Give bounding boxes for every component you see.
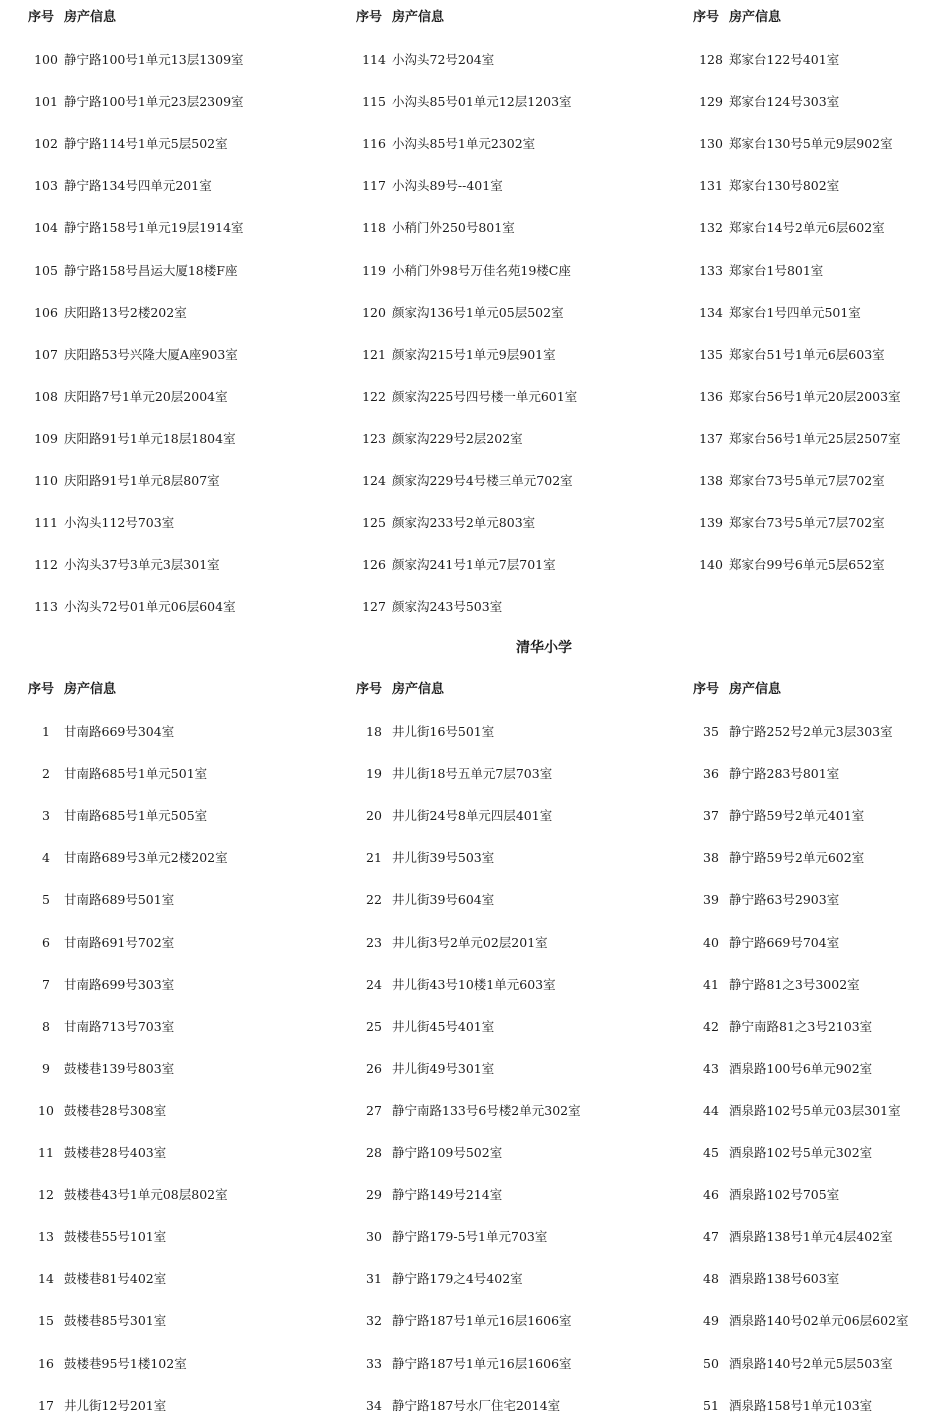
table-row <box>28 555 220 575</box>
row-number: 109 <box>34 430 58 446</box>
row-property-info: 井儿街39号604室 <box>392 892 495 908</box>
row-property-info: 小沟头112号703室 <box>64 515 175 531</box>
row-property-info: 鼓楼巷55号101室 <box>64 1229 167 1245</box>
table-row <box>693 1227 893 1247</box>
row-number: 26 <box>366 1060 382 1076</box>
row-property-info: 静宁路59号2单元401室 <box>729 808 865 824</box>
row-property-info: 郑家台56号1单元20层2003室 <box>729 388 901 404</box>
row-number: 6 <box>42 934 50 950</box>
table-row <box>356 92 572 112</box>
row-property-info: 静宁路252号2单元3层303室 <box>729 724 893 739</box>
table-row <box>693 303 861 323</box>
row-property-info: 酒泉路102号705室 <box>729 1187 840 1203</box>
row-property-info: 颜家沟229号4号楼三单元702室 <box>392 473 573 488</box>
row-number: 45 <box>703 1145 719 1160</box>
table-row <box>28 387 228 407</box>
row-property-info: 庆阳路13号2楼202室 <box>64 304 187 320</box>
table-row <box>28 975 174 995</box>
row-number: 14 <box>38 1271 54 1287</box>
row-number: 31 <box>366 1271 382 1287</box>
row-number: 50 <box>703 1355 719 1371</box>
table-row <box>693 1101 901 1121</box>
row-number: 38 <box>703 850 719 866</box>
row-number: 138 <box>699 473 723 488</box>
row-property-info: 小稍门外250号801室 <box>392 220 515 236</box>
row-property-info: 井儿街39号503室 <box>392 850 495 866</box>
row-number: 40 <box>703 934 719 950</box>
row-property-info: 郑家台51号1单元6层603室 <box>729 346 885 362</box>
table-row <box>28 471 220 491</box>
row-number: 34 <box>366 1397 382 1413</box>
row-number: 36 <box>703 766 719 782</box>
row-property-info: 井儿街16号501室 <box>392 724 495 739</box>
row-number: 106 <box>34 304 58 320</box>
table-row <box>356 1101 581 1121</box>
header-info: 房产信息 <box>392 682 445 697</box>
table-row <box>356 933 548 953</box>
row-property-info: 甘南路689号501室 <box>64 892 175 908</box>
row-number: 49 <box>703 1313 719 1329</box>
table-row <box>28 303 187 323</box>
row-number: 139 <box>699 515 723 531</box>
row-number: 19 <box>366 766 382 782</box>
table-row <box>28 848 228 868</box>
row-number: 120 <box>362 304 386 320</box>
row-property-info: 郑家台14号2单元6层602室 <box>729 220 885 236</box>
row-property-info: 静宁路109号502室 <box>392 1145 503 1160</box>
table-row <box>356 1185 502 1205</box>
table-row <box>28 933 174 953</box>
header-no: 序号 <box>693 10 720 25</box>
row-property-info: 静宁路134号四单元201室 <box>64 178 212 194</box>
row-number: 100 <box>34 52 58 67</box>
row-number: 5 <box>42 892 50 908</box>
row-property-info: 静宁路158号昌运大厦18楼F座 <box>64 262 238 278</box>
row-property-info: 颜家沟241号1单元7层701室 <box>392 557 556 573</box>
row-property-info: 郑家台122号401室 <box>729 52 840 67</box>
row-property-info: 井儿街3号2单元02层201室 <box>392 934 548 950</box>
section-title: 清华小学 <box>516 640 572 656</box>
row-number: 136 <box>699 388 723 404</box>
table-row <box>356 513 535 533</box>
table-row <box>356 555 556 575</box>
table-row <box>356 429 523 449</box>
table-row <box>28 1269 166 1289</box>
table-row <box>693 261 823 281</box>
row-number: 10 <box>38 1102 54 1118</box>
row-number: 112 <box>34 557 58 573</box>
table-row <box>693 176 839 196</box>
row-property-info: 甘南路669号304室 <box>64 724 175 739</box>
table-row <box>28 345 238 365</box>
row-number: 25 <box>366 1018 382 1034</box>
row-number: 123 <box>362 430 386 446</box>
row-number: 20 <box>366 808 382 824</box>
table-row <box>28 513 174 533</box>
row-property-info: 小沟头72号204室 <box>392 52 495 67</box>
row-number: 30 <box>366 1229 382 1245</box>
table-row <box>28 429 236 449</box>
row-property-info: 小稍门外98号万佳名苑19楼C座 <box>392 262 571 278</box>
table-row <box>693 1396 872 1416</box>
row-number: 111 <box>34 515 58 531</box>
table-row <box>693 471 885 491</box>
table-row <box>693 1017 872 1037</box>
row-property-info: 颜家沟243号503室 <box>392 599 503 615</box>
row-number: 127 <box>362 599 386 615</box>
row-property-info: 郑家台56号1单元25层2507室 <box>729 430 901 446</box>
row-property-info: 酒泉路100号6单元902室 <box>729 1060 873 1076</box>
table-row <box>28 1311 166 1331</box>
table-row <box>693 722 893 742</box>
row-number: 16 <box>38 1355 54 1371</box>
table-row <box>28 1143 166 1163</box>
table-row <box>693 92 839 112</box>
column-header <box>356 680 444 700</box>
table-row <box>693 218 885 238</box>
row-number: 47 <box>703 1229 719 1245</box>
row-number: 134 <box>699 304 723 320</box>
row-number: 117 <box>362 178 386 194</box>
table-row <box>356 1396 560 1416</box>
table-row <box>356 387 577 407</box>
row-property-info: 鼓楼巷139号803室 <box>64 1060 175 1076</box>
table-row <box>356 261 571 281</box>
row-number: 113 <box>34 599 58 615</box>
row-property-info: 庆阳路91号1单元8层807室 <box>64 473 220 488</box>
table-row <box>28 1185 228 1205</box>
row-property-info: 井儿街18号五单元7层703室 <box>392 766 553 782</box>
table-row <box>693 1185 839 1205</box>
row-property-info: 井儿街24号8单元四层401室 <box>392 808 553 824</box>
header-info: 房产信息 <box>64 10 117 25</box>
table-row <box>356 1143 502 1163</box>
row-number: 108 <box>34 388 58 404</box>
row-property-info: 静宁南路133号6号楼2单元302室 <box>392 1102 581 1118</box>
table-row <box>693 513 885 533</box>
row-property-info: 静宁路63号2903室 <box>729 892 840 908</box>
table-row <box>693 1311 909 1331</box>
table-row <box>693 1059 872 1079</box>
table-row <box>693 975 860 995</box>
row-property-info: 鼓楼巷43号1单元08层802室 <box>64 1187 228 1203</box>
row-property-info: 酒泉路138号603室 <box>729 1271 840 1287</box>
row-property-info: 静宁路149号214室 <box>392 1187 503 1203</box>
row-property-info: 静宁路179之4号402室 <box>392 1271 523 1287</box>
table-row <box>693 933 839 953</box>
table-row <box>356 1227 547 1247</box>
row-property-info: 甘南路713号703室 <box>64 1018 175 1034</box>
row-number: 35 <box>703 724 719 739</box>
table-row <box>28 218 244 238</box>
header-no: 序号 <box>356 10 383 25</box>
row-number: 13 <box>38 1229 54 1245</box>
row-number: 15 <box>38 1313 54 1329</box>
table-row <box>28 764 207 784</box>
row-property-info: 甘南路685号1单元505室 <box>64 808 208 824</box>
row-number: 102 <box>34 136 58 152</box>
header-no: 序号 <box>28 10 55 25</box>
row-number: 104 <box>34 220 58 236</box>
row-number: 122 <box>362 388 386 404</box>
table-row <box>28 1354 187 1374</box>
row-number: 12 <box>38 1187 54 1203</box>
table-row <box>28 1227 166 1247</box>
row-number: 128 <box>699 52 723 67</box>
table-row <box>693 806 864 826</box>
table-row <box>693 890 839 910</box>
table-row <box>693 429 901 449</box>
table-row <box>693 387 901 407</box>
header-no: 序号 <box>28 682 55 697</box>
row-number: 29 <box>366 1187 382 1203</box>
row-number: 101 <box>34 94 58 110</box>
row-property-info: 井儿街43号10楼1单元603室 <box>392 976 556 992</box>
row-number: 126 <box>362 557 386 573</box>
row-property-info: 鼓楼巷85号301室 <box>64 1313 167 1329</box>
row-number: 3 <box>42 808 50 824</box>
row-property-info: 甘南路699号303室 <box>64 976 175 992</box>
row-property-info: 鼓楼巷28号308室 <box>64 1102 167 1118</box>
row-property-info: 颜家沟233号2单元803室 <box>392 515 536 531</box>
row-number: 137 <box>699 430 723 446</box>
row-number: 17 <box>38 1397 54 1413</box>
row-property-info: 郑家台130号5单元9层902室 <box>729 136 893 152</box>
row-property-info: 庆阳路7号1单元20层2004室 <box>64 388 228 404</box>
row-number: 121 <box>362 346 386 362</box>
row-property-info: 静宁路100号1单元23层2309室 <box>64 94 244 110</box>
header-no: 序号 <box>356 682 383 697</box>
row-number: 129 <box>699 94 723 110</box>
row-number: 115 <box>362 94 386 110</box>
table-row <box>356 50 494 70</box>
row-number: 21 <box>366 850 382 866</box>
row-number: 125 <box>362 515 386 531</box>
row-property-info: 静宁路187号1单元16层1606室 <box>392 1355 572 1371</box>
row-number: 28 <box>366 1145 382 1160</box>
table-row <box>28 806 207 826</box>
row-number: 33 <box>366 1355 382 1371</box>
row-property-info: 庆阳路91号1单元18层1804室 <box>64 430 236 446</box>
row-property-info: 甘南路689号3单元2楼202室 <box>64 850 228 866</box>
table-row <box>356 1311 572 1331</box>
row-property-info: 颜家沟229号2层202室 <box>392 430 523 446</box>
row-property-info: 静宁南路81之3号2103室 <box>729 1018 873 1034</box>
table-row <box>693 134 893 154</box>
row-number: 23 <box>366 934 382 950</box>
row-property-info: 颜家沟136号1单元05层502室 <box>392 304 564 320</box>
row-number: 18 <box>366 724 382 739</box>
row-property-info: 颜家沟215号1单元9层901室 <box>392 346 556 362</box>
row-property-info: 酒泉路102号5单元03层301室 <box>729 1102 901 1118</box>
row-number: 43 <box>703 1060 719 1076</box>
table-row <box>28 1017 174 1037</box>
row-property-info: 小沟头89号--401室 <box>392 178 503 194</box>
row-number: 131 <box>699 178 723 194</box>
table-row <box>28 1059 174 1079</box>
table-row <box>356 218 515 238</box>
row-number: 135 <box>699 346 723 362</box>
row-property-info: 静宁路187号1单元16层1606室 <box>392 1313 572 1329</box>
table-row <box>693 1143 872 1163</box>
table-row <box>28 92 244 112</box>
row-property-info: 静宁路114号1单元5层502室 <box>64 136 228 152</box>
row-property-info: 颜家沟225号四号楼一单元601室 <box>392 388 578 404</box>
table-row <box>356 303 564 323</box>
row-property-info: 静宁路283号801室 <box>729 766 840 782</box>
row-property-info: 静宁路187号水厂住宅2014室 <box>392 1397 561 1413</box>
row-property-info: 井儿街12号201室 <box>64 1397 167 1413</box>
table-row <box>28 261 237 281</box>
row-property-info: 酒泉路102号5单元302室 <box>729 1145 873 1160</box>
header-info: 房产信息 <box>729 10 782 25</box>
row-number: 44 <box>703 1102 719 1118</box>
row-number: 8 <box>42 1018 50 1034</box>
table-row <box>356 471 573 491</box>
row-property-info: 酒泉路140号02单元06层602室 <box>729 1313 909 1329</box>
row-property-info: 郑家台130号802室 <box>729 178 840 194</box>
table-row <box>356 806 552 826</box>
table-row <box>356 345 556 365</box>
row-property-info: 酒泉路158号1单元103室 <box>729 1397 873 1413</box>
row-number: 46 <box>703 1187 719 1203</box>
row-property-info: 静宁路669号704室 <box>729 934 840 950</box>
table-row <box>356 890 494 910</box>
row-property-info: 小沟头72号01单元06层604室 <box>64 599 236 615</box>
table-row <box>28 134 228 154</box>
row-property-info: 郑家台99号6单元5层652室 <box>729 557 885 573</box>
column-header <box>28 8 116 28</box>
header-info: 房产信息 <box>392 10 445 25</box>
table-row <box>356 1269 523 1289</box>
row-property-info: 静宁路81之3号3002室 <box>729 976 860 992</box>
table-row <box>356 176 503 196</box>
table-row <box>693 1269 839 1289</box>
row-number: 110 <box>34 473 58 488</box>
table-row <box>356 134 535 154</box>
row-number: 42 <box>703 1018 719 1034</box>
table-row <box>693 345 885 365</box>
row-number: 32 <box>366 1313 382 1329</box>
table-row <box>28 597 236 617</box>
table-row <box>356 975 556 995</box>
row-property-info: 酒泉路140号2单元5层503室 <box>729 1355 893 1371</box>
row-number: 124 <box>362 473 386 488</box>
row-number: 22 <box>366 892 382 908</box>
table-row <box>28 1396 166 1416</box>
column-header <box>356 8 444 28</box>
table-row <box>28 890 174 910</box>
table-row <box>28 1101 166 1121</box>
row-number: 11 <box>38 1145 54 1160</box>
row-property-info: 静宁路59号2单元602室 <box>729 850 865 866</box>
row-number: 4 <box>42 850 50 866</box>
row-property-info: 小沟头85号01单元12层1203室 <box>392 94 572 110</box>
row-property-info: 甘南路685号1单元501室 <box>64 766 208 782</box>
table-row <box>28 176 212 196</box>
table-row <box>693 1354 893 1374</box>
row-number: 107 <box>34 346 58 362</box>
row-number: 103 <box>34 178 58 194</box>
column-header <box>693 8 781 28</box>
column-header <box>28 680 116 700</box>
row-property-info: 井儿街45号401室 <box>392 1018 495 1034</box>
row-property-info: 郑家台1号801室 <box>729 262 824 278</box>
table-row <box>693 764 839 784</box>
row-number: 118 <box>362 220 386 236</box>
row-number: 48 <box>703 1271 719 1287</box>
row-number: 119 <box>362 262 386 278</box>
row-number: 130 <box>699 136 723 152</box>
table-row <box>28 50 244 70</box>
row-number: 1 <box>42 724 50 739</box>
row-property-info: 井儿街49号301室 <box>392 1060 495 1076</box>
header-info: 房产信息 <box>729 682 782 697</box>
table-row <box>356 722 494 742</box>
row-number: 105 <box>34 262 58 278</box>
table-row <box>693 555 885 575</box>
table-row <box>693 848 864 868</box>
row-property-info: 郑家台1号四单元501室 <box>729 304 861 320</box>
row-number: 140 <box>699 557 723 573</box>
header-no: 序号 <box>693 682 720 697</box>
row-number: 7 <box>42 976 50 992</box>
row-property-info: 庆阳路53号兴隆大厦A座903室 <box>64 346 238 362</box>
row-property-info: 郑家台73号5单元7层702室 <box>729 473 885 488</box>
table-row <box>356 1017 494 1037</box>
row-property-info: 甘南路691号702室 <box>64 934 175 950</box>
row-number: 37 <box>703 808 719 824</box>
row-number: 132 <box>699 220 723 236</box>
table-row <box>356 1354 572 1374</box>
table-row <box>356 597 502 617</box>
row-number: 39 <box>703 892 719 908</box>
row-property-info: 静宁路179-5号1单元703室 <box>392 1229 548 1245</box>
row-property-info: 郑家台124号303室 <box>729 94 840 110</box>
row-property-info: 鼓楼巷28号403室 <box>64 1145 167 1160</box>
row-number: 24 <box>366 976 382 992</box>
column-header <box>693 680 781 700</box>
row-number: 116 <box>362 136 386 152</box>
row-property-info: 静宁路100号1单元13层1309室 <box>64 52 244 67</box>
row-property-info: 小沟头85号1单元2302室 <box>392 136 536 152</box>
table-row <box>356 848 494 868</box>
row-number: 41 <box>703 976 719 992</box>
table-row <box>693 50 839 70</box>
row-number: 133 <box>699 262 723 278</box>
row-number: 51 <box>703 1397 719 1413</box>
table-row <box>356 1059 494 1079</box>
row-number: 114 <box>362 52 386 67</box>
row-property-info: 郑家台73号5单元7层702室 <box>729 515 885 531</box>
row-number: 2 <box>42 766 50 782</box>
row-property-info: 酒泉路138号1单元4层402室 <box>729 1229 893 1245</box>
row-property-info: 小沟头37号3单元3层301室 <box>64 557 220 573</box>
table-row <box>28 722 174 742</box>
row-number: 9 <box>42 1060 50 1076</box>
row-property-info: 鼓楼巷95号1楼102室 <box>64 1355 187 1371</box>
row-number: 27 <box>366 1102 382 1118</box>
header-info: 房产信息 <box>64 682 117 697</box>
row-property-info: 鼓楼巷81号402室 <box>64 1271 167 1287</box>
row-property-info: 静宁路158号1单元19层1914室 <box>64 220 244 236</box>
table-row <box>356 764 552 784</box>
